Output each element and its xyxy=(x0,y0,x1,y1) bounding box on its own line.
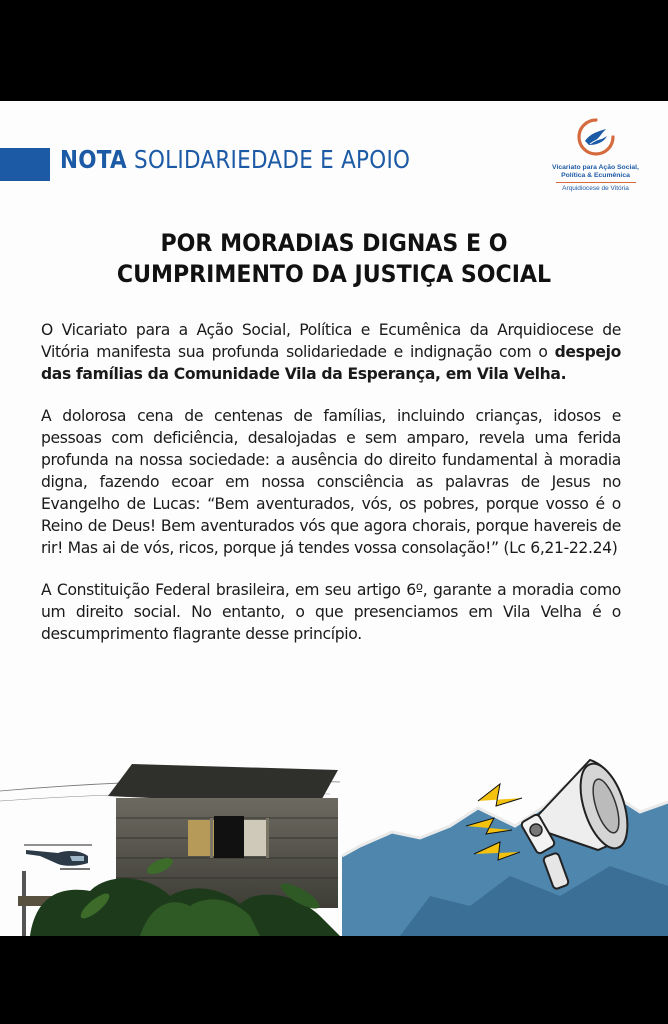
banner-title-rest: SOLIDARIEDADE E APOIO xyxy=(126,145,411,174)
body-text xyxy=(41,319,621,665)
banner-title-bold: NOTA xyxy=(60,145,127,174)
helicopter-icon xyxy=(24,845,92,869)
headline xyxy=(27,228,642,290)
headline-line1: POR MORADIAS DIGNAS E O xyxy=(160,229,508,257)
paragraph-3: A Constituição Federal brasileira, em seu artigo 6º, garante a moradia como um direito social. No entanto, o que presenciamos em Vila Velha é o descumprimento flagrante desse princípio. xyxy=(41,581,621,643)
note-page xyxy=(0,101,668,936)
logo-text-line1: Vicariato para Ação Social, xyxy=(552,164,639,171)
paragraph-1-text: O Vicariato para a Ação Social, Política e Ecumênica da Arquidiocese de Vitória manifesta sua profunda solidariedade e indignação com o xyxy=(41,321,621,361)
banner-accent-bar xyxy=(0,148,50,181)
paragraph-1-bold: despejo das famílias da Comunidade Vila da Esperança, em Vila Velha. xyxy=(41,343,621,383)
banner-title xyxy=(60,145,410,174)
logo-text-line3: Arquidiocese de Vitória xyxy=(562,185,629,192)
logo-divider xyxy=(556,182,636,183)
vicariato-logo xyxy=(548,117,643,193)
dove-logo-icon xyxy=(576,117,616,157)
headline-line2: CUMPRIMENTO DA JUSTIÇA SOCIAL xyxy=(116,260,552,288)
paragraph-2: A dolorosa cena de centenas de famílias, incluindo crianças, idosos e pessoas com deficiência, desalojadas e sem amparo, revela uma ferida profunda na nossa sociedade: a ausência do direito fundamental à moradia digna, fazendo ecoar em nossa consciência as palavras de Jesus no Evangelho de Lucas: “Bem aventurados, vós, os pobres, porque vosso é o Reino de Deus! Bem aventurados vós que agora chorais, porque havereis de rir! Mas ai de vós, ricos, porque já tendes vossa consolação!” (Lc 6,21-22.24) xyxy=(41,407,621,557)
paragraph-1 xyxy=(41,319,621,385)
bottom-illustration xyxy=(0,746,668,936)
logo-text-line2: Política & Ecumênica xyxy=(561,172,630,179)
